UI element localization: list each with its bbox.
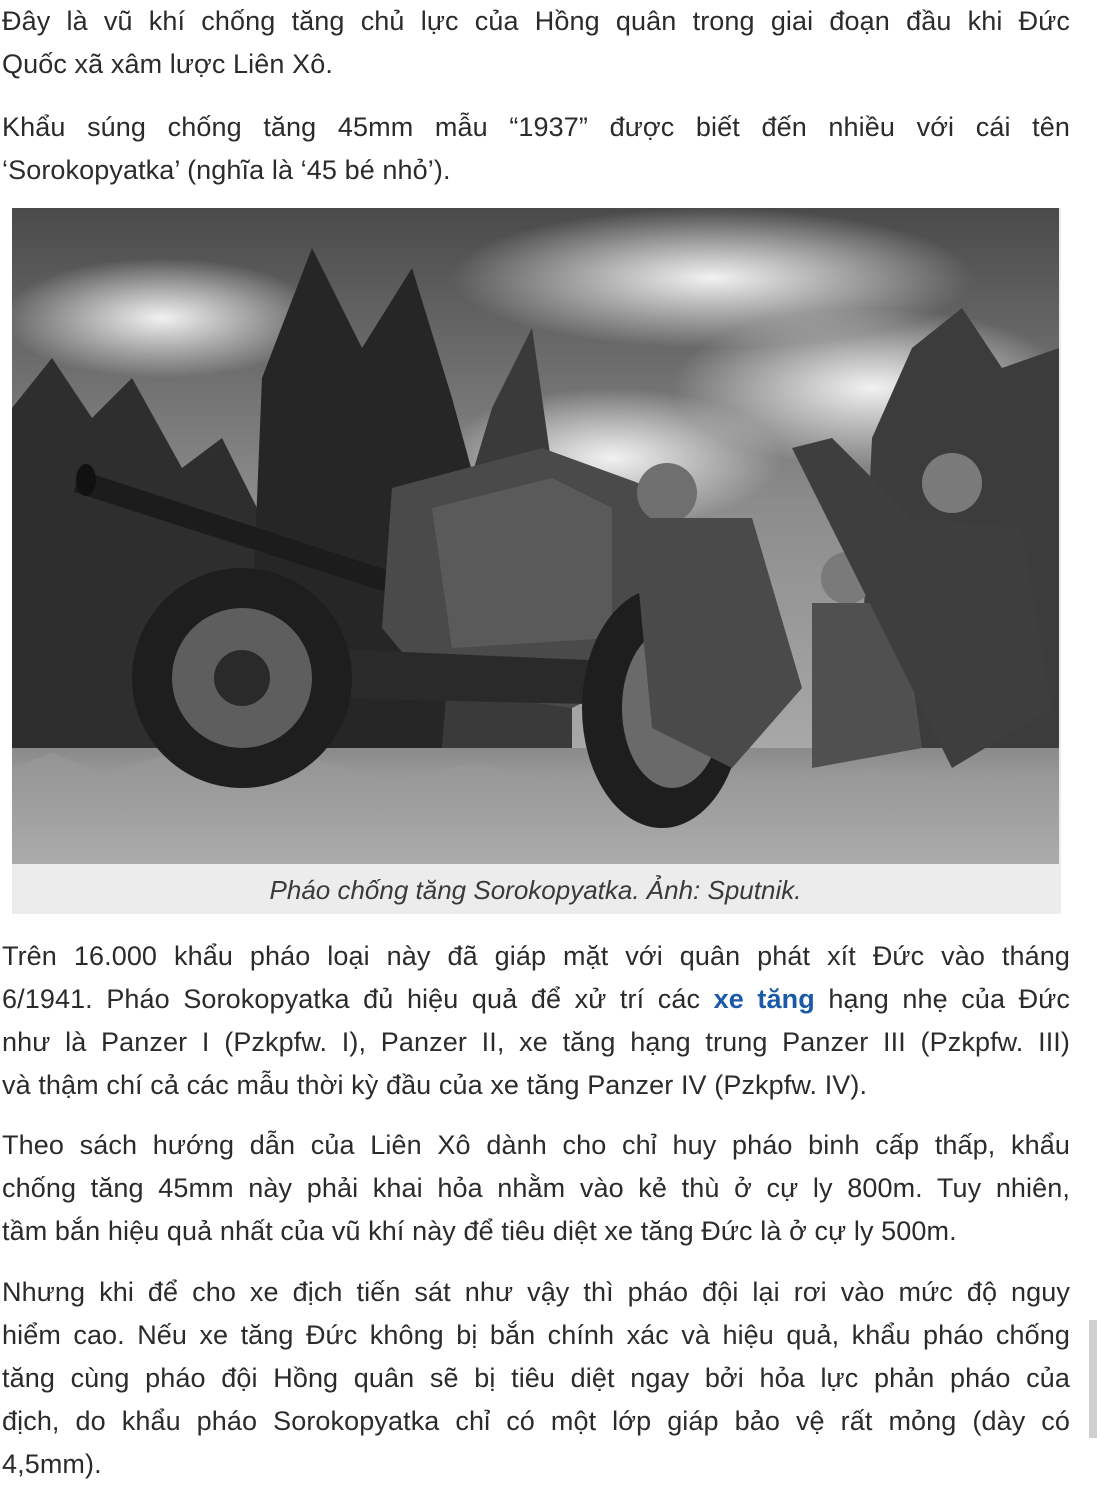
anti-tank-gun-photo[interactable]	[12, 208, 1059, 864]
text-line: và thậm chí cả các mẫu thời kỳ đầu của xe tăng Panzer IV (Pzkpfw. IV).	[2, 1070, 868, 1100]
article-figure	[12, 208, 1061, 914]
text-line: hiểm cao. Nếu xe tăng Đức không bị bắn chính xác và hiệu quả, khẩu pháo chống	[2, 1320, 1070, 1350]
text-segment: 6/1941. Pháo Sorokopyatka đủ hiệu quả để xử trí các	[2, 984, 714, 1014]
scrollbar-thumb[interactable]	[1089, 1320, 1097, 1438]
text-line: ‘Sorokopyatka’ (nghĩa là ‘45 bé nhỏ’).	[2, 155, 451, 185]
paragraph-risk	[2, 1271, 1070, 1486]
text-line: như là Panzer I (Pzkpfw. I), Panzer II, xe tăng hạng trung Panzer III (Pzkpfw. III)	[2, 1027, 1070, 1057]
paragraph-firing-range	[2, 1124, 1070, 1253]
text-line: Đây là vũ khí chống tăng chủ lực của Hồng quân trong giai đoạn đầu khi Đức	[2, 6, 1070, 36]
link-xe-tang[interactable]: xe tăng	[713, 984, 815, 1014]
text-line: tầm bắn hiệu quả nhất của vũ khí này để tiêu diệt xe tăng Đức là ở cự ly 500m.	[2, 1216, 957, 1246]
text-line: chống tăng 45mm này phải khai hỏa nhằm vào kẻ thù ở cự ly 800m. Tuy nhiên,	[2, 1173, 1070, 1203]
paragraph-intro	[2, 0, 1070, 86]
text-line: Quốc xã xâm lược Liên Xô.	[2, 49, 333, 79]
text-segment: hạng nhẹ của Đức	[814, 984, 1070, 1014]
text-line: Khẩu súng chống tăng 45mm mẫu “1937” được biết đến nhiều với cái tên	[2, 112, 1070, 142]
text-line: địch, do khẩu pháo Sorokopyatka chỉ có một lớp giáp bảo vệ rất mỏng (dày có	[2, 1406, 1070, 1436]
text-line: Theo sách hướng dẫn của Liên Xô dành cho chỉ huy pháo binh cấp thấp, khẩu	[2, 1130, 1070, 1160]
text-line: Trên 16.000 khẩu pháo loại này đã giáp mặt với quân phát xít Đức vào tháng	[2, 941, 1070, 971]
figure-caption: Pháo chống tăng Sorokopyatka. Ảnh: Sputnik.	[269, 875, 802, 905]
paragraph-sorokopyatka-name	[2, 106, 1070, 192]
text-line: 4,5mm).	[2, 1449, 102, 1479]
text-line: tăng cùng pháo đội Hồng quân sẽ bị tiêu diệt ngay bởi hỏa lực phản pháo của	[2, 1363, 1070, 1393]
paragraph-deployment	[2, 935, 1070, 1107]
text-line	[2, 978, 1070, 1021]
text-line: Nhưng khi để cho xe địch tiến sát như vậy thì pháo đội lại rơi vào mức độ nguy	[2, 1277, 1070, 1307]
